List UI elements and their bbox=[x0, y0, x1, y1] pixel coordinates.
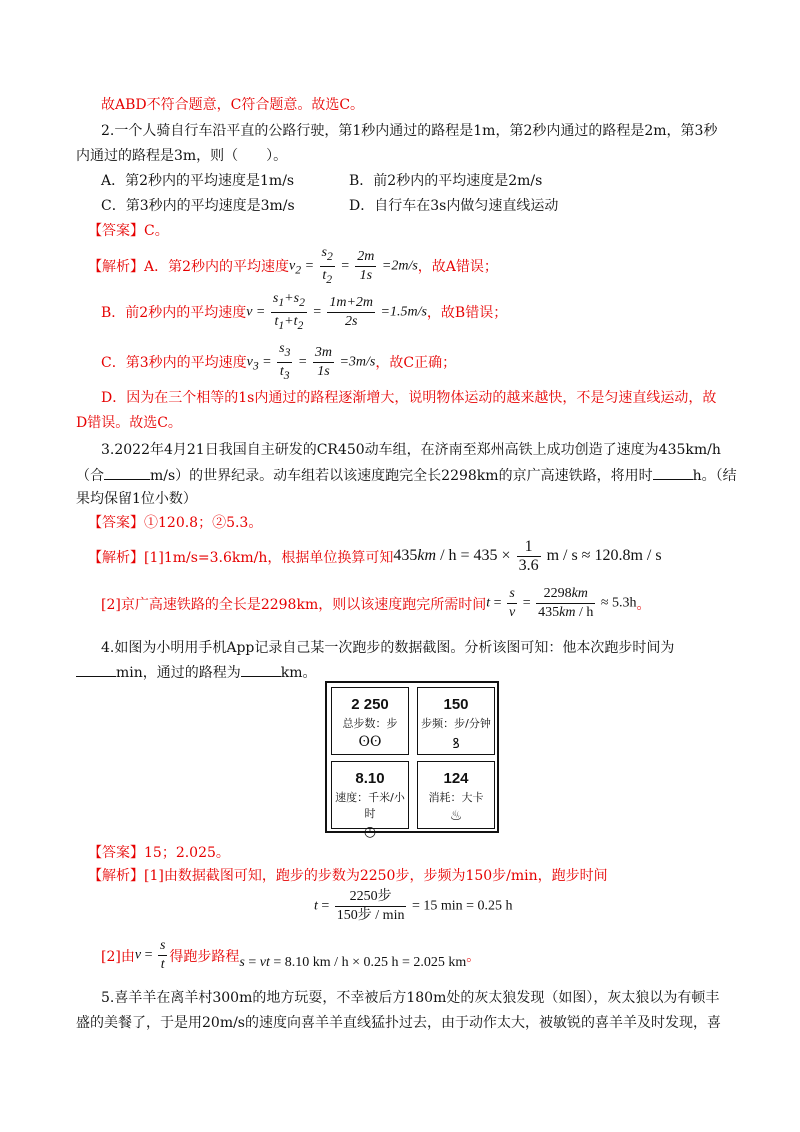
q2-analysis-b bbox=[101, 290, 507, 335]
q2-answer bbox=[88, 221, 169, 241]
q2-option-c: C．第3秒内的平均速度是3m/s bbox=[101, 198, 295, 214]
clock-icon: ◷ bbox=[363, 824, 377, 840]
q3-analysis-1-text: [1]1m/s=3.6km/h，根据单位换算可知 bbox=[144, 549, 394, 566]
q2-analysis-a bbox=[88, 244, 498, 289]
q2-c-text: C．第3秒内的平均速度 bbox=[101, 355, 247, 372]
stat-cell-cadence bbox=[417, 687, 495, 755]
distance-formula: s = vt = 8.10 km / h × 0.25 h = 2.025 km bbox=[239, 954, 467, 970]
q3-stem-line2 bbox=[76, 465, 737, 486]
q2-b-result: ，故B错误； bbox=[426, 305, 508, 322]
q2-b-text: B．前2秒内的平均速度 bbox=[101, 305, 247, 322]
flame-icon: ♨ bbox=[449, 808, 463, 824]
q4-analysis-2-text: 得跑步路程 bbox=[169, 948, 240, 965]
q4-analysis-1 bbox=[88, 866, 608, 886]
q4-answer bbox=[88, 843, 230, 863]
shoe-icon: ꝸ bbox=[452, 736, 460, 752]
stat-value: 124 bbox=[443, 770, 469, 787]
q2-b-formula: v = $\frac{s_1+s_2}{t_1+t_2}$ = $\frac{1m+2m}{2s}$ =1.5m/s bbox=[246, 291, 427, 332]
stat-value: 2 250 bbox=[351, 696, 389, 713]
q2-option-b: B．前2秒内的平均速度是2m/s bbox=[349, 173, 543, 189]
q4-analysis-2 bbox=[101, 937, 480, 974]
q4-stem-part-a: min，通过的路程为 bbox=[116, 665, 241, 681]
stat-cell-calories bbox=[417, 761, 495, 829]
q2-option-d: D．自行车在3s内做匀速直线运动 bbox=[349, 198, 559, 214]
q3-formula-2: t = $\frac{s}{v}$ = $\frac{2298km}{435km / h}$ ≈ 5.3h bbox=[486, 586, 637, 620]
q2-a-result: ，故A错误； bbox=[417, 259, 498, 276]
stat-label: 总步数：步 bbox=[342, 717, 398, 730]
q4-analysis-1-text: [1]由数据截图可知，跑步的步数为2250步，步频为150步/min，跑步时间 bbox=[144, 868, 608, 884]
q2-answer-value: C。 bbox=[144, 223, 169, 239]
speed-formula: v = $\frac{s}{t}$ bbox=[134, 938, 166, 972]
answer-blank bbox=[241, 662, 281, 677]
analysis-tag: 【解析】 bbox=[88, 549, 144, 566]
stat-cell-steps bbox=[331, 687, 409, 755]
running-stats-screenshot bbox=[325, 681, 499, 840]
q2-analysis-c bbox=[101, 340, 456, 385]
answer-blank bbox=[76, 662, 116, 677]
analysis-tag: 【解析】 bbox=[88, 259, 144, 276]
q2-c-result: ，故C正确； bbox=[375, 355, 457, 372]
q3-analysis-2-text: [2]京广高速铁路的全长是2298km，则以该速度跑完所需时间 bbox=[101, 596, 487, 613]
q3-answer-value: ①120.8；②5.3。 bbox=[144, 515, 263, 531]
q3-formula-1: 435km / h = 435 × $\frac{1}{3.6}$ m / s ≈ 120.8m / s bbox=[393, 538, 662, 574]
q2-analysis-d-line1: D．因为在三个相等的1s内通过的路程逐渐增大，说明物体运动的越来越快，不是匀速直线运动，故 bbox=[101, 390, 717, 406]
answer-blank bbox=[653, 465, 693, 480]
answer-tag: 【答案】 bbox=[88, 845, 144, 861]
q3-stem-part-b: m/s）的世界纪录。动车组若以该速度跑完全长2298km的京广高速铁路，将用时 bbox=[150, 468, 653, 484]
q4-answer-value: 15；2.025。 bbox=[144, 845, 230, 861]
q4-formula-time bbox=[314, 888, 513, 925]
q5-stem-line1: 5.喜羊羊在离羊村300m的地方玩耍，不幸被后方180m处的灰太狼发现（如图），灰太狼以为有顿丰 bbox=[101, 990, 720, 1006]
q2-option-a: A．第2秒内的平均速度是1m/s bbox=[101, 173, 295, 189]
q3-answer bbox=[88, 513, 262, 533]
q5-stem-line2: 盛的美餐了，于是用20m/s的速度向喜羊羊直线猛扑过去，由于动作太大，被敏锐的喜羊羊及时发现，喜 bbox=[76, 1015, 721, 1031]
q4-stem-part-b: km。 bbox=[280, 665, 317, 681]
q1-conclusion: 故ABD不符合题意，C符合题意。故选C。 bbox=[101, 97, 365, 113]
analysis-tag: 【解析】 bbox=[88, 868, 144, 884]
q3-stem-part-c: h。（结 bbox=[692, 468, 737, 484]
q3-stem-line3: 果均保留1位小数） bbox=[76, 491, 197, 507]
q2-a-text: A．第2秒内的平均速度 bbox=[144, 259, 290, 276]
q4-stem-line2 bbox=[76, 662, 317, 683]
q2-analysis-d-line2: D错误。故选C。 bbox=[76, 415, 182, 431]
q3-stem-part-a: （合 bbox=[76, 468, 104, 484]
q2-stem-line2: 内通过的路程是3m，则（ ）。 bbox=[76, 148, 288, 164]
q2-a-formula: $v_2$ = $\frac{s_2}{t_2}$ = $\frac{2m}{1s}$ =2m/s bbox=[289, 245, 418, 286]
q2-c-formula: $v_3$ = $\frac{s_3}{t_3}$ = $\frac{3m}{1s}$ =3m/s bbox=[246, 341, 376, 382]
q4-stem-line1: 4.如图为小明用手机App记录自己某一次跑步的数据截图。分析该图可知：他本次跑步时间为 bbox=[101, 640, 675, 656]
q3-analysis-2-end: 。 bbox=[636, 596, 651, 613]
answer-blank bbox=[104, 465, 150, 480]
stat-label: 步频：步/分钟 bbox=[421, 717, 491, 730]
stat-label: 消耗：大卡 bbox=[428, 791, 484, 804]
time-formula: t = $\frac{\text{2250步}}{\text{150步 / min}}$ = 15 min = 0.25 h bbox=[314, 889, 513, 923]
answer-tag: 【答案】 bbox=[88, 515, 144, 531]
q3-analysis-1 bbox=[88, 538, 662, 575]
stat-label: 速度：千米/小时 bbox=[335, 791, 405, 820]
q4-analysis-2-prefix: [2]由 bbox=[101, 948, 135, 965]
footprints-icon: ʘʘ bbox=[358, 734, 382, 750]
answer-tag: 【答案】 bbox=[88, 223, 144, 239]
stat-value: 150 bbox=[443, 696, 469, 713]
q3-stem-line1: 3.2022年4月21日我国自主研发的CR450动车组，在济南至郑州高铁上成功创造了速度为435km/h bbox=[101, 442, 721, 458]
q3-analysis-2 bbox=[101, 585, 651, 622]
q2-stem-line1: 2.一个人骑自行车沿平直的公路行驶，第1秒内通过的路程是1m，第2秒内通过的路程是2m，第3秒 bbox=[101, 123, 718, 139]
q4-analysis-2-end: 。 bbox=[466, 948, 481, 965]
stat-cell-speed bbox=[331, 761, 409, 840]
stat-value: 8.10 bbox=[355, 770, 385, 787]
